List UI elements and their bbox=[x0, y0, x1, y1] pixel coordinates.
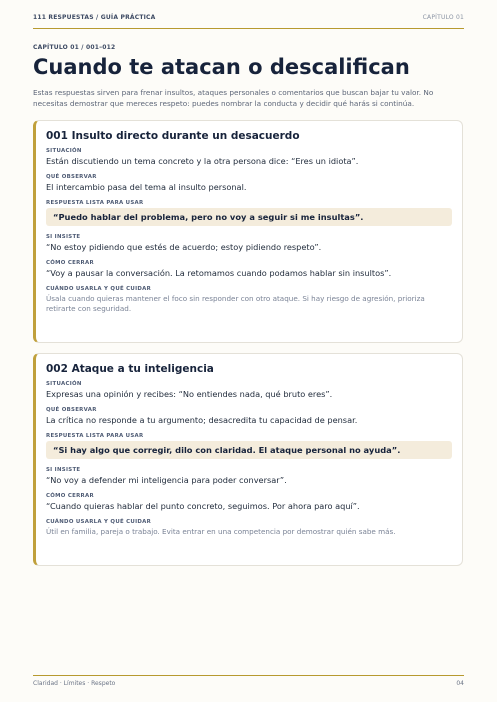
close-text: “Voy a pausar la conversación. La retomamos cuando podamos hablar sin insultos”. bbox=[46, 268, 392, 278]
observe-text: La crítica no responde a tu argumento; desacredita tu capacidad de pensar. bbox=[46, 415, 358, 425]
chapter-eyebrow: CAPÍTULO 01 / 001–012 bbox=[33, 44, 116, 51]
when-text: Útil en familia, pareja o trabajo. Evita entrar en una competencia por demostrar quién sabe más. bbox=[46, 527, 396, 536]
situation-text: Expresas una opinión y recibes: “No entiendes nada, qué bruto eres”. bbox=[46, 389, 333, 399]
when-label: CUÁNDO USARLA Y QUÉ CUIDAR bbox=[46, 519, 152, 525]
page-number: 04 bbox=[456, 680, 464, 687]
insist-label: SI INSISTE bbox=[46, 467, 81, 473]
ready-response: “Puedo hablar del problema, pero no voy a seguir si me insultas”. bbox=[46, 208, 452, 226]
ready-label: RESPUESTA LISTA PARA USAR bbox=[46, 200, 144, 206]
response-card-002 bbox=[33, 353, 463, 566]
close-label: CÓMO CERRAR bbox=[46, 493, 94, 499]
close-label: CÓMO CERRAR bbox=[46, 260, 94, 266]
chapter-intro: Estas respuestas sirven para frenar insultos, ataques personales o comentarios que buscan bajar tu valor. No necesitas demostrar que mereces respeto: puedes nombrar la conducta y decidir qué harás si continúa. bbox=[33, 88, 434, 108]
card-title: 002 Ataque a tu inteligencia bbox=[46, 363, 214, 375]
ready-response: “Si hay algo que corregir, dilo con claridad. El ataque personal no ayuda”. bbox=[46, 441, 452, 459]
ready-label: RESPUESTA LISTA PARA USAR bbox=[46, 433, 144, 439]
running-header bbox=[33, 14, 464, 29]
situation-text: Están discutiendo un tema concreto y la otra persona dice: “Eres un idiota”. bbox=[46, 156, 359, 166]
card-title: 001 Insulto directo durante un desacuerdo bbox=[46, 130, 300, 142]
when-label: CUÁNDO USARLA Y QUÉ CUIDAR bbox=[46, 286, 152, 292]
situation-label: SITUACIÓN bbox=[46, 381, 82, 387]
insist-text: “No voy a defender mi inteligencia para poder conversar”. bbox=[46, 475, 287, 485]
observe-label: QUÉ OBSERVAR bbox=[46, 174, 97, 180]
running-footer bbox=[33, 675, 464, 687]
when-text: Úsala cuando quieras mantener el foco sin responder con otro ataque. Si hay riesgo de agresión, prioriza retirarte con seguridad. bbox=[46, 294, 425, 313]
response-card-001 bbox=[33, 120, 463, 343]
insist-label: SI INSISTE bbox=[46, 234, 81, 240]
footer-tagline: Claridad · Límites · Respeto bbox=[33, 680, 116, 687]
observe-label: QUÉ OBSERVAR bbox=[46, 407, 97, 413]
insist-text: “No estoy pidiendo que estés de acuerdo; estoy pidiendo respeto”. bbox=[46, 242, 322, 252]
book-title: 111 RESPUESTAS / GUÍA PRÁCTICA bbox=[33, 14, 156, 21]
observe-text: El intercambio pasa del tema al insulto personal. bbox=[46, 182, 247, 192]
close-text: “Cuando quieras hablar del punto concreto, seguimos. Por ahora paro aquí”. bbox=[46, 501, 360, 511]
page-title: Cuando te atacan o descalifican bbox=[33, 55, 410, 79]
chapter-marker: CAPÍTULO 01 bbox=[422, 14, 464, 21]
situation-label: SITUACIÓN bbox=[46, 148, 82, 154]
